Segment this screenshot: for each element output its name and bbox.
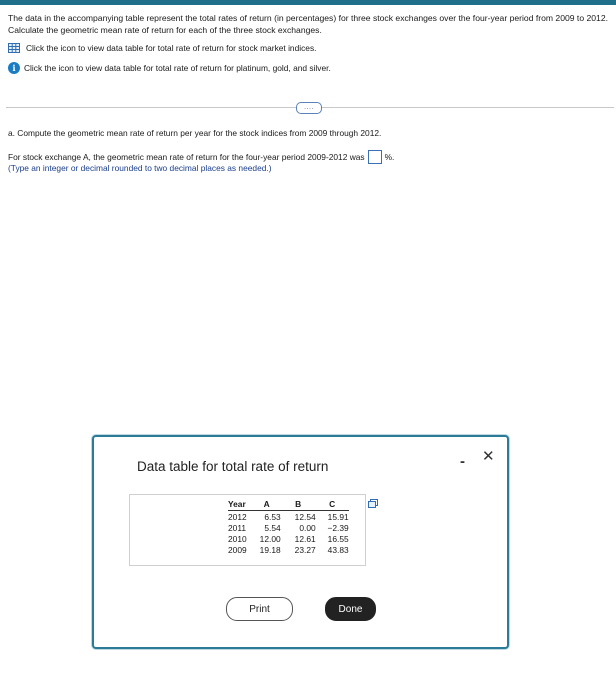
data-table-icon[interactable] [8,43,20,53]
col-year-header: Year [228,499,253,511]
rates-table [228,499,349,555]
table-row [228,511,349,523]
cell-year: 2009 [228,544,247,555]
close-icon[interactable]: ✕ [482,448,495,465]
copy-icon[interactable] [368,499,378,508]
print-button[interactable]: Print [226,597,293,621]
col-a-header: A [253,499,281,511]
done-button[interactable]: Done [325,597,376,621]
percent-unit: %. [384,152,395,162]
expand-more-button[interactable]: .... [296,102,322,114]
cell-a: 19.18 [259,544,281,555]
metals-link-text: Click the icon to view data table for total rate of return for platinum, gold, and silver. [24,63,331,73]
indices-table-link[interactable] [8,43,316,53]
dialog-title: Data table for total rate of return [137,459,329,474]
table-header-row [228,499,349,511]
info-icon[interactable]: i [8,62,20,74]
table-row [228,544,349,555]
top-accent-bar [0,0,616,5]
cell-year: 2010 [228,533,247,544]
cell-c: 15.91 [327,511,349,522]
cell-b: 23.27 [294,544,316,555]
cell-c: 43.83 [327,544,349,555]
part-a-question: a. Compute the geometric mean rate of return per year for the stock indices from 2009 through 2012. [8,128,382,138]
cell-a: 5.54 [264,522,281,533]
cell-year: 2012 [228,511,247,522]
table-row [228,522,349,533]
cell-a: 12.00 [259,533,281,544]
col-c-header: C [316,499,349,511]
table-row [228,533,349,544]
metals-info-link[interactable] [8,62,331,74]
indices-link-text: Click the icon to view data table for total rate of return for stock market indices. [26,43,317,53]
cell-b: 0.00 [299,522,316,533]
answer-input[interactable] [368,150,382,164]
rounding-hint: (Type an integer or decimal rounded to two decimal places as needed.) [8,163,272,173]
cell-c: −2.39 [327,522,349,533]
part-a-prompt: For stock exchange A, the geometric mean rate of return for the four-year period 2009-2012 was [8,152,365,162]
part-a-answer-line [8,150,394,164]
cell-c: 16.55 [327,533,349,544]
cell-a: 6.53 [264,511,281,522]
cell-b: 12.54 [294,511,316,522]
question-intro: The data in the accompanying table represent the total rates of return (in percentages) for three stock exchanges over the four-year period from 2009 to 2012. Calculate the geometric mean rate of return for each of the three stock exchanges. [8,13,608,35]
data-table-dialog [92,435,509,649]
data-table-panel [129,494,366,566]
minimize-icon[interactable]: - [460,453,465,470]
cell-b: 12.61 [294,533,316,544]
col-b-header: B [281,499,316,511]
cell-year: 2011 [228,522,247,533]
